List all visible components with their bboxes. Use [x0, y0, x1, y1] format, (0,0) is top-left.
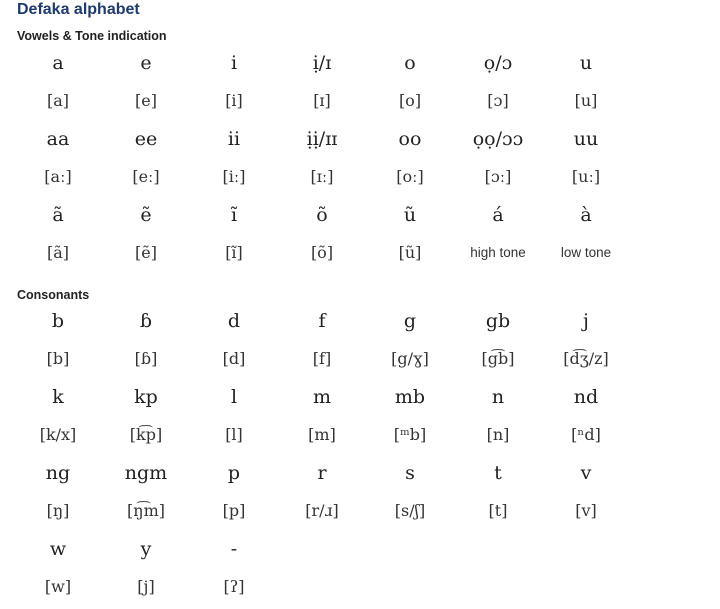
ipa-transcription: [k/x] [39, 425, 77, 444]
alphabet-letter: oo [398, 128, 422, 150]
ipa-transcription: [ⁿd] [571, 425, 601, 444]
ipa-transcription: [t] [488, 501, 508, 520]
alphabet-letter: ẽ [140, 204, 152, 226]
empty-cell [366, 530, 454, 568]
alphabet-letter: b [51, 310, 65, 332]
vowels-section-heading: Vowels & Tone indication [17, 29, 167, 43]
alphabet-letter: uu [573, 128, 599, 150]
ipa-transcription: [ŋ] [46, 501, 70, 520]
ipa-transcription: [ɓ] [134, 349, 158, 368]
ipa-transcription: [f] [312, 349, 332, 368]
ipa-transcription: [uː] [571, 167, 601, 186]
alphabet-letter: w [49, 538, 67, 560]
ipa-transcription: [b] [46, 349, 70, 368]
ipa-transcription: [ᵐb] [393, 425, 427, 444]
alphabet-letter: o [404, 52, 416, 74]
ipa-transcription: [aː] [44, 167, 72, 186]
alphabet-letter: g [403, 310, 417, 332]
alphabet-letter: gb [485, 310, 511, 332]
vowels-table [14, 44, 630, 272]
alphabet-letter: à [580, 204, 592, 226]
alphabet-letter: ị/ɪ [312, 52, 332, 74]
ipa-transcription: [n] [486, 425, 510, 444]
empty-cell [542, 530, 630, 568]
alphabet-letter: ọ/ɔ [483, 52, 513, 74]
alphabet-letter: á [492, 204, 504, 226]
ipa-transcription: [j] [137, 577, 155, 596]
tone-label: high tone [470, 245, 526, 260]
ipa-transcription: [ʔ] [223, 577, 245, 596]
alphabet-letter: ịị/ɪɪ [306, 128, 338, 150]
ipa-transcription: [a] [46, 91, 70, 110]
ipa-transcription: [iː] [222, 167, 246, 186]
alphabet-letter: ee [134, 128, 158, 150]
ipa-transcription: [ĩ] [225, 243, 243, 262]
alphabet-letter: a [52, 52, 64, 74]
ipa-transcription: [eː] [132, 167, 160, 186]
ipa-transcription: [ẽ] [135, 243, 157, 262]
alphabet-letter: u [579, 52, 593, 74]
ipa-transcription: [ɔː] [484, 167, 512, 186]
ipa-transcription: [ɪ] [313, 91, 331, 110]
alphabet-letter: j [583, 310, 589, 332]
alphabet-letter: e [140, 52, 152, 74]
empty-cell [542, 568, 630, 606]
ipa-transcription: [s/ʃ] [394, 501, 426, 520]
ipa-transcription: [r/ɹ] [305, 501, 339, 520]
alphabet-letter: aa [46, 128, 70, 150]
alphabet-letter: f [318, 310, 326, 332]
alphabet-letter: ũ [403, 204, 417, 226]
alphabet-letter: nd [573, 386, 599, 408]
alphabet-letter: ĩ [230, 204, 238, 226]
empty-cell [454, 530, 542, 568]
ipa-transcription: [k͡p] [129, 425, 163, 444]
alphabet-letter: ii [227, 128, 241, 150]
ipa-transcription: [ɔ] [487, 91, 509, 110]
alphabet-letter: l [230, 386, 238, 408]
ipa-transcription: [ɪː] [310, 167, 334, 186]
ipa-transcription: [g͡b] [481, 349, 515, 368]
empty-cell [278, 530, 366, 568]
ipa-transcription: [o] [398, 91, 422, 110]
ipa-transcription: [oː] [396, 167, 424, 186]
ipa-transcription: [ã] [46, 243, 70, 262]
empty-cell [278, 568, 366, 606]
alphabet-letter: mb [394, 386, 426, 408]
ipa-transcription: [w] [44, 577, 72, 596]
alphabet-letter: ọọ/ɔɔ [472, 128, 524, 150]
ipa-transcription: [l] [225, 425, 243, 444]
ipa-transcription: [õ] [310, 243, 334, 262]
ipa-transcription: [g/ɣ] [391, 349, 429, 368]
empty-cell [366, 568, 454, 606]
ipa-transcription: [ũ] [398, 243, 422, 262]
ipa-transcription: [d͡ʒ/z] [563, 349, 609, 368]
alphabet-letter: k [52, 386, 64, 408]
ipa-transcription: [ŋ͡m] [127, 501, 165, 520]
alphabet-letter: y [140, 538, 152, 560]
alphabet-letter: s [405, 462, 415, 484]
ipa-transcription: [p] [222, 501, 246, 520]
ipa-transcription: [v] [575, 501, 597, 520]
alphabet-letter: ng [45, 462, 71, 484]
alphabet-letter: p [227, 462, 241, 484]
alphabet-letter: n [491, 386, 505, 408]
ipa-transcription: [i] [225, 91, 243, 110]
alphabet-letter: v [580, 462, 592, 484]
alphabet-letter: r [317, 462, 327, 484]
ipa-transcription: [m] [308, 425, 336, 444]
ipa-transcription: [u] [574, 91, 598, 110]
empty-cell [454, 568, 542, 606]
consonants-table [14, 302, 630, 606]
alphabet-letter: m [312, 386, 332, 408]
alphabet-letter: ngm [124, 462, 168, 484]
alphabet-letter: kp [134, 386, 158, 408]
alphabet-letter: - [230, 538, 238, 560]
page-title: Defaka alphabet [17, 1, 140, 18]
alphabet-letter: d [227, 310, 241, 332]
alphabet-letter: ɓ [139, 310, 153, 332]
alphabet-letter: õ [316, 204, 328, 226]
alphabet-letter: ã [52, 204, 64, 226]
alphabet-letter: t [494, 462, 502, 484]
consonants-section-heading: Consonants [17, 288, 90, 302]
tone-label: low tone [560, 245, 612, 260]
ipa-transcription: [d] [222, 349, 246, 368]
alphabet-letter: i [230, 52, 238, 74]
ipa-transcription: [e] [135, 91, 157, 110]
